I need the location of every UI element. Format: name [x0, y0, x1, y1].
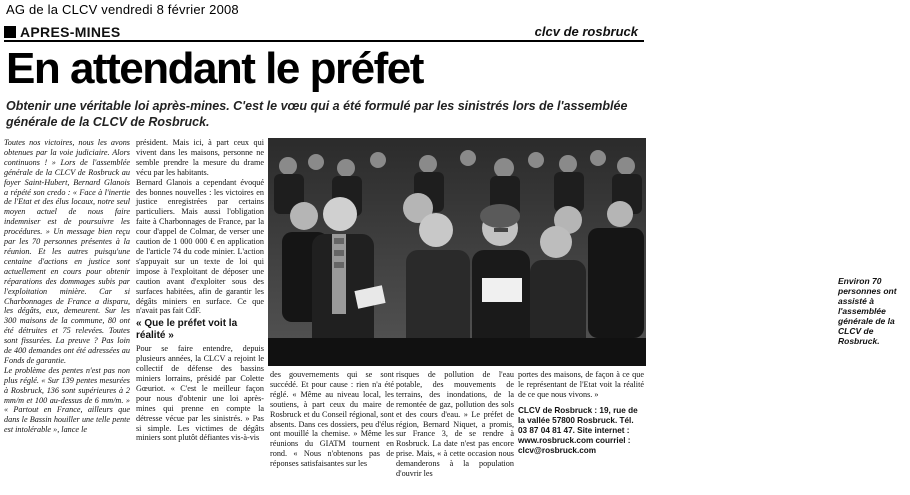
article-column-3 [270, 370, 394, 490]
article-paragraph: portes des maisons, de façon à ce que le représentant de l'Etat voit la réalité de ce que nous vivons. » [518, 370, 644, 399]
article-headline: En attendant le préfet [6, 44, 423, 93]
section-title: APRES-MINES [20, 24, 121, 40]
photo-caption: Environ 70 personnes ont assisté à l'assemblée générale de la CLCV de Rosbruck. [834, 274, 910, 348]
section-bar [4, 24, 644, 42]
article-paragraph: Bernard Glanois a cependant évoqué des bonnes nouvelles : les victoires en justice enregistrées par certains particuliers. Mais aussi l'obligation faite à Charbonnages de France, par la cour d'appel de Colmar, de verser une caution de 1 000 000 € en application de l'article 74 du code minier. L'action s'appuyait sur un texte de loi qui impose à l'exploitant de déposer une caution avant d'exploiter sous des surfaces habitées, afin de garantir les dégâts miniers en surface. Ce que n'avait pas fait CdF. [136, 177, 264, 316]
section-square-icon [4, 26, 16, 38]
page-header-date: AG de la CLCV vendredi 8 février 2008 [6, 2, 239, 17]
article-subhead: « Que le préfet voit la réalité » [136, 318, 238, 342]
article-paragraph: président. Mais ici, à part ceux qui vivent dans les maisons, personne ne semble prendre la mesure du drame vécu par les habitants. [136, 138, 264, 177]
article-body [4, 138, 897, 493]
article-column-5 [518, 370, 644, 490]
article-photo [268, 138, 897, 366]
article-paragraph: risques de pollution de l'eau potable, des mouvements de terrains, des inondations, de la remontée de gaz, pollution des sols et des cours d'eau. » Le préfet de région, Bernard Niquet, a promis, sur France 3, de se rendre à Rosbruck. La date n'est pas encore prise. Mais, « à cette occasion nous demanderons à la population d'ouvrir les [396, 370, 514, 479]
article-paragraph: des gouvernements qui se sont succédé. Et pour cause : rien n'a été réglé. « Même au niveau local, les soutiens, à part ceux du maire de Rosbruck et du Conseil régional, sont absents. Dans ces dossiers, peu d'élus ont mouillé la chemise. » Même les réunions du GIATM tournent en rond. « Nous n'obtenons pas de réponses satisfaisantes sur les [270, 370, 394, 469]
article-paragraph: Le problème des pentes n'est pas non plus réglé. « Sur 139 pentes mesurées à Rosbruck, 136 sont supérieures à 2 mm/m et 100 au-dessus de 6 mm/m. » « Partout en France, ailleurs que dans le Bassin houiller une telle pente est intolérable », lance le [4, 365, 130, 435]
article-lead: Obtenir une véritable loi après-mines. C'est le vœu qui a été formulé par les sinistrés lors de l'assemblée générale de la CLCV de Rosbruck. [6, 99, 628, 129]
section-locality: clcv de rosbruck [534, 24, 638, 39]
article-paragraph: Toutes nos victoires, nous les avons obtenues par la voie judiciaire. Alors continuons ! » Lors de l'assemblée générale de la CLCV de Rosbruck au foyer Saint-Hubert, Bernard Glanois a répété son credo : « Face à l'inertie de l'Etat et des élus locaux, notre seul moyen actuel de nous faire indemniser est de poursuivre les procédures. » Un message bien reçu par les 70 personnes présentes à la réunion. Et les autres puisqu'une centaine d'actions en justice sont actuellement en cours pour obtenir réparations des dommages subis par l'exploitation minière. Car si Charbonnages de France a disparu, les dégâts, eux, demeurent. Sur les 300 maisons de la commune, 80 ont été détruites et 75 relevées. Toutes sont fissurées. La preuve ? Pas loin de 400 demandes ont été adressées au Fonds de garantie. [4, 138, 130, 365]
article-column-1 [4, 138, 130, 486]
contact-info: CLCV de Rosbruck : 19, rue de la vallée 57800 Rosbruck. Tél. 03 87 04 81 47. Site internet : www.rosbruck.com courriel : clcv@rosbruck.com [518, 405, 638, 455]
article-column-2 [136, 138, 264, 486]
meeting-audience-image [268, 138, 646, 366]
article-column-4 [396, 370, 514, 490]
article-paragraph: Pour se faire entendre, depuis plusieurs années, la CLCV a rejoint le collectif de défense des bassins miniers lorrains, présidé par Colette Gœuriot. « C'est le meilleur façon pour nous d'obtenir une loi après-mines qui prenne en compte la détresse vécue par les sinistrés. » Pas si simple. Les victimes de dégâts miniers sont plutôt défiantes vis-à-vis [136, 344, 264, 443]
section-label-wrap [4, 24, 121, 40]
